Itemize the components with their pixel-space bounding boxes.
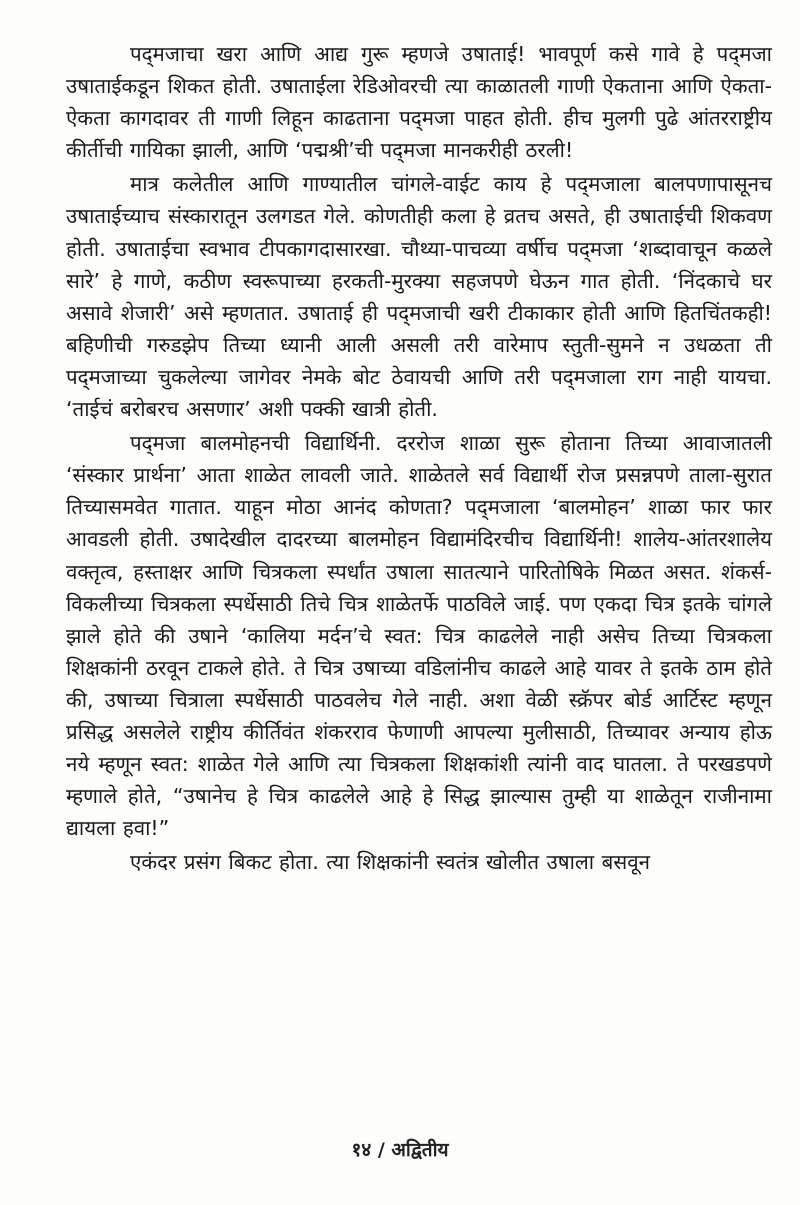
- book-title: अद्वितीय: [391, 1139, 449, 1161]
- page-footer: [0, 1136, 800, 1162]
- footer-separator: /: [377, 1139, 385, 1161]
- paragraph-3: पद्‌मजा बालमोहनची विद्यार्थिनी. दररोज शाळा सुरू होताना तिच्या आवाजातली ‘संस्कार प्रार्थना’ आता शाळेत लावली जाते. शाळेतले सर्व विद्यार्थी रोज प्रसन्नपणे ताला-सुरात तिच्यासमवेत गातात. याहून मोठा आनंद कोणता? पद्‌मजाला ‘बालमोहन’ शाळा फार फार आवडली होती. उषादेखील दादरच्या बालमोहन विद्यामंदिरचीच विद्यार्थिनी! शालेय-आंतरशालेय वक्तृत्व, हस्ताक्षर आणि चित्रकला स्पर्धांत उषाला सातत्याने पारितोषिके मिळत असत. शंकर्स-विकलीच्या चित्रकला स्पर्धेसाठी तिचे चित्र शाळेतर्फे पाठविले जाई. पण एकदा चित्र इतके चांगले झाले होते की उषाने ‘कालिया मर्दन’चे स्वत: चित्र काढलेले नाही असेच तिच्या चित्रकला शिक्षकांनी ठरवून टाकले होते. ते चित्र उषाच्या वडिलांनीच काढले आहे यावर ते इतके ठाम होते की, उषाच्या चित्राला स्पर्धेसाठी पाठवलेच गेले नाही. अशा वेळी स्क्रॅपर बोर्ड आर्टिस्ट म्हणून प्रसिद्ध असलेले राष्ट्रीय कीर्तिवंत शंकरराव फेणाणी आपल्या मुलीसाठी, तिच्यावर अन्याय होऊ नये म्हणून स्वत: शाळेत गेले आणि त्या चित्रकला शिक्षकांशी त्यांनी वाद घातला. ते परखडपणे म्हणाले होते, “उषानेच हे चित्र काढलेले आहे हे सिद्ध झाल्यास तुम्ही या शाळेतून राजीनामा द्यायला हवा!”: [66, 431, 772, 841]
- body-text: [66, 38, 772, 878]
- page-number: १४: [351, 1139, 372, 1161]
- paragraph-2: मात्र कलेतील आणि गाण्यातील चांगले-वाईट काय हे पद्‌मजाला बालपणापासूनच उषाताईच्याच संस्कारातून उलगडत गेले. कोणतीही कला हे व्रतच असते, ही उषाताईची शिकवण होती. उषाताईचा स्वभाव टीपकागदासारखा. चौथ्या-पाचव्या वर्षीच पद्‌मजा ‘शब्दावाचून कळले सारे’ हे गाणे, कठीण स्वरूपाच्या हरकती-मुरक्या सहजपणे घेऊन गात होती. ‘निंदकाचे घर असावे शेजारी’ असे म्हणतात. उषाताई ही पद्‌मजाची खरी टीकाकार होती आणि हितचिंतकही! बहिणीची गरुडझेप तिच्या ध्यानी आली असली तरी वारेमाप स्तुती-सुमने न उधळता ती पद्‌मजाच्या चुकलेल्या जागेवर नेमके बोट ठेवायची आणि तरी पद्‌मजाला राग नाही यायचा. ‘ताईचं बरोबरच असणार’ अशी पक्की खात्री होती.: [66, 172, 772, 422]
- paragraph-4: एकंदर प्रसंग बिकट होता. त्या शिक्षकांनी स्वतंत्र खोलीत उषाला बसवून: [130, 850, 650, 875]
- paragraph-1: पद्‌मजाचा खरा आणि आद्य गुरू म्हणजे उषाताई! भावपूर्ण कसे गावे हे पद्‌मजा उषाताईकडून शिकत होती. उषाताईला रेडिओवरची त्या काळातली गाणी ऐकताना आणि ऐकता-ऐकता कागदावर ती गाणी लिहून काढताना पद्‌मजा पाहत होती. हीच मुलगी पुढे आंतरराष्ट्रीय कीर्तीची गायिका झाली, आणि ‘पद्मश्री’ची पद्‌मजा मानकरीही ठरली!: [66, 42, 772, 163]
